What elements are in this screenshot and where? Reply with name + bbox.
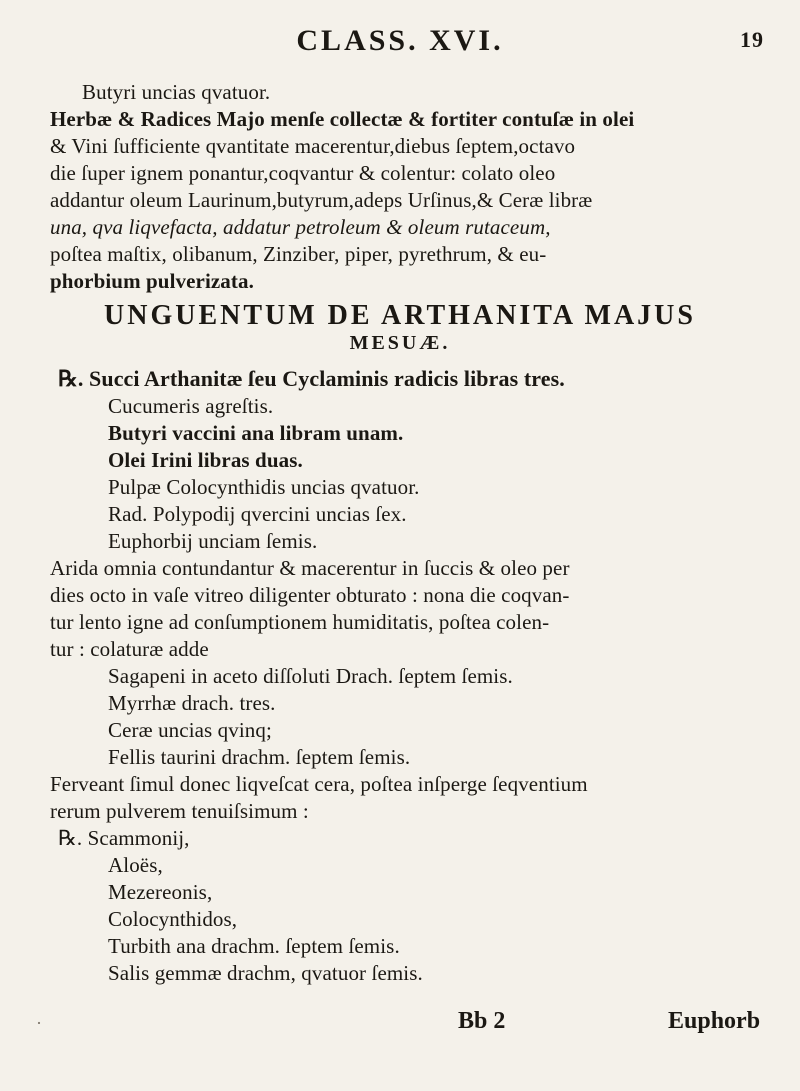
recipe-line: Pulpæ Colocynthidis uncias qvatuor. (108, 475, 420, 499)
recipe-line: Salis gemmæ drachm, qvatuor ſemis. (108, 961, 423, 985)
text-line: & Vini ſufficiente qvantitate macerentur,diebus ſeptem,octavo (50, 134, 576, 158)
recipe-line: Cucumeris agreſtis. (108, 394, 274, 418)
recipe-line: Olei Irini libras duas. (108, 448, 303, 472)
text-line: dies octo in vaſe vitreo diligenter obturato : nona die coqvan- (50, 583, 570, 607)
page-number: 19 (740, 27, 764, 52)
recipe-line: Turbith ana drachm. ſeptem ſemis. (108, 934, 400, 958)
text-line: die ſuper ignem ponantur,coqvantur & colentur: colato oleo (50, 161, 556, 185)
recipe-line: Sagapeni in aceto diſſoluti Drach. ſeptem ſemis. (108, 664, 513, 688)
catchword: Euphorb (668, 1008, 761, 1034)
recipe-line: Ceræ uncias qvinq; (108, 718, 272, 742)
recipe-line: ℞. Scammonij, (58, 826, 190, 850)
recipe-line: ℞. Succi Arthanitæ ſeu Cyclaminis radicis libras tres. (58, 366, 565, 391)
signature-mark: Bb 2 (458, 1008, 506, 1034)
text-line: Ferveant ſimul donec liqveſcat cera, poſtea inſperge ſeqventium (50, 772, 588, 796)
recipe-line: Colocynthidos, (108, 907, 238, 931)
text-line: poſtea maſtix, olibanum, Zinziber, piper, pyrethrum, & eu- (50, 242, 547, 266)
text-line: tur lento igne ad conſumptionem humiditatis, poſtea colen- (50, 610, 550, 634)
text-line: rerum pulverem tenuiſsimum : (50, 799, 309, 823)
text-line: phorbium pulverizata. (50, 269, 254, 293)
text-line: tur : colaturæ adde (50, 637, 209, 661)
recipe-line: Butyri vaccini ana libram unam. (108, 421, 404, 445)
page-header (0, 24, 800, 64)
recipe-line: Aloës, (108, 853, 163, 877)
recipe-line: Fellis taurini drachm. ſeptem ſemis. (108, 745, 411, 769)
text-line: Butyri uncias qvatuor. (82, 80, 271, 104)
text-line: addantur oleum Laurinum,butyrum,adeps Urſinus,& Ceræ libræ (50, 188, 593, 212)
section-subheading: MESUÆ. (349, 332, 451, 354)
recipe-line: Mezereonis, (108, 880, 213, 904)
footer-left-mark: · (36, 1013, 42, 1033)
text-line: Herbæ & Radices Majo menſe collectæ & fortiter contuſæ in olei (50, 107, 635, 131)
recipe-line: Rad. Polypodij qvercini uncias ſex. (108, 502, 407, 526)
running-head: CLASS. XVI. (296, 24, 504, 57)
recipe-line: Euphorbij unciam ſemis. (108, 529, 318, 553)
section-heading: UNGUENTUM DE ARTHANITA MAJUS (104, 300, 696, 331)
text-line: una, qva liqvefacta, addatur petroleum & oleum rutaceum, (50, 215, 551, 239)
recipe-line: Myrrhæ drach. tres. (108, 691, 276, 715)
text-line: Arida omnia contundantur & macerentur in ſuccis & oleo per (50, 556, 570, 580)
